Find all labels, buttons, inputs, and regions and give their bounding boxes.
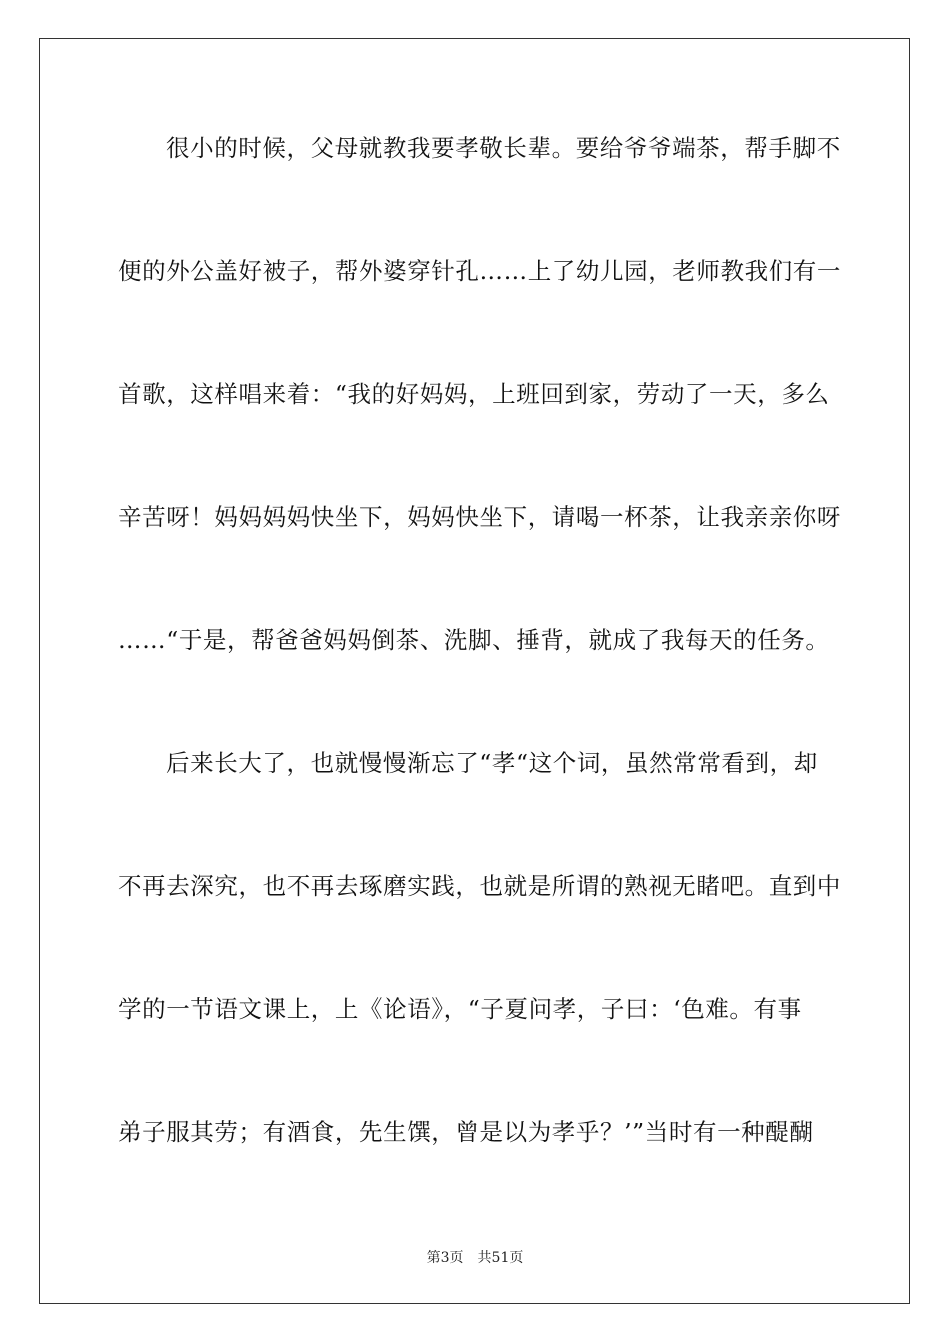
paragraph-line: ……“于是，帮爸爸妈妈倒茶、洗脚、捶背，就成了我每天的任务。 — [118, 626, 830, 654]
paragraph-line: 便的外公盖好被子，帮外婆穿针孔……上了幼儿园，老师教我们有一 — [118, 257, 841, 285]
paragraph-line: 辛苦呀！妈妈妈妈快坐下，妈妈快坐下，请喝一杯茶，让我亲亲你呀 — [118, 503, 841, 531]
page-number-current: 第3页 — [426, 1250, 464, 1266]
paragraph-line: 后来长大了，也就慢慢渐忘了“孝“这个词，虽然常常看到，却 — [166, 749, 818, 777]
paragraph-line: 首歌，这样唱来着：“我的好妈妈，上班回到家，劳动了一天，多么 — [118, 380, 830, 408]
page-footer — [0, 1248, 950, 1268]
paragraph-line: 弟子服其劳；有酒食，先生馔，曾是以为孝乎？’”当时有一种醍醐 — [118, 1118, 814, 1146]
paragraph-line: 学的一节语文课上，上《论语》，“子夏问孝，子曰：‘色难。有事 — [118, 995, 802, 1023]
page-number-total: 共51页 — [477, 1250, 524, 1266]
paragraph-line: 不再去深究，也不再去琢磨实践，也就是所谓的熟视无睹吧。直到中 — [118, 872, 841, 900]
paragraph-line: 很小的时候，父母就教我要孝敬长辈。要给爷爷端茶，帮手脚不 — [166, 134, 841, 162]
